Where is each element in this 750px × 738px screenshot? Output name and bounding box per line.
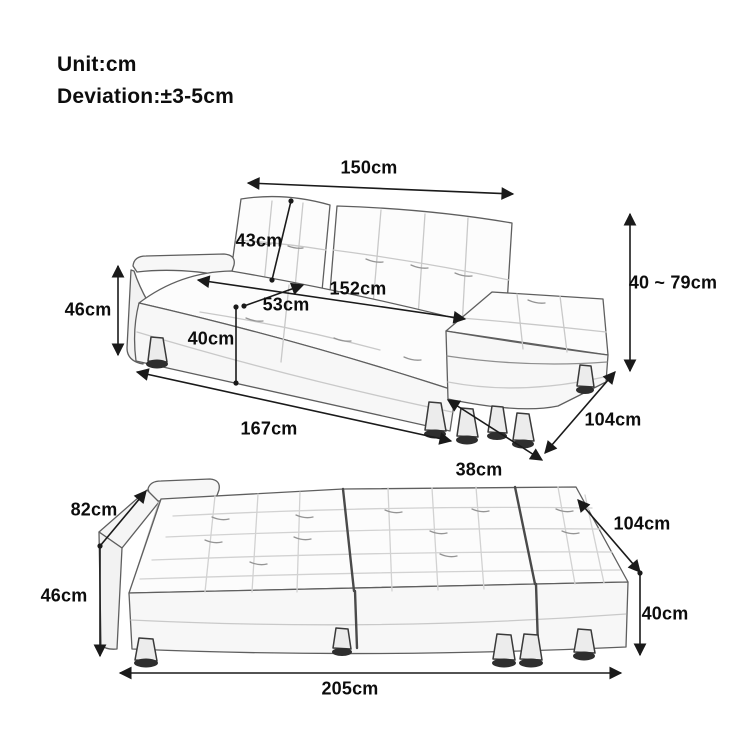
unit-label: Unit:cm xyxy=(57,53,137,76)
dim-length-label: 167cm xyxy=(240,418,298,439)
dim-backrest-height-label: 43cm xyxy=(235,230,283,251)
dim-bed-arm-height-label: 46cm xyxy=(40,585,88,606)
dim-bed-height-label: 40cm xyxy=(641,603,689,624)
dimension-line-back-width xyxy=(248,183,513,194)
sofa-bed-illustration xyxy=(99,479,628,668)
dim-ottoman-depth-label: 104cm xyxy=(584,409,642,430)
dim-seat-depth-label: 53cm xyxy=(262,294,310,315)
bed-mattress xyxy=(129,487,628,654)
dim-back-depth-label: 82cm xyxy=(70,499,118,520)
dim-height-range-label: 40 ~ 79cm xyxy=(628,272,718,293)
dim-seat-height-label: 40cm xyxy=(187,328,235,349)
dim-unfolded-width-label: 152cm xyxy=(329,278,387,299)
dim-ottoman-width-label: 38cm xyxy=(455,459,503,480)
deviation-label: Deviation:±3-5cm xyxy=(57,85,234,108)
dim-bed-length-label: 205cm xyxy=(321,678,379,699)
sofa-upright-illustration xyxy=(127,197,608,449)
dim-bed-depth-label: 104cm xyxy=(613,513,671,534)
dim-back-width-label: 150cm xyxy=(340,157,398,178)
dim-arm-height-label: 46cm xyxy=(64,299,112,320)
